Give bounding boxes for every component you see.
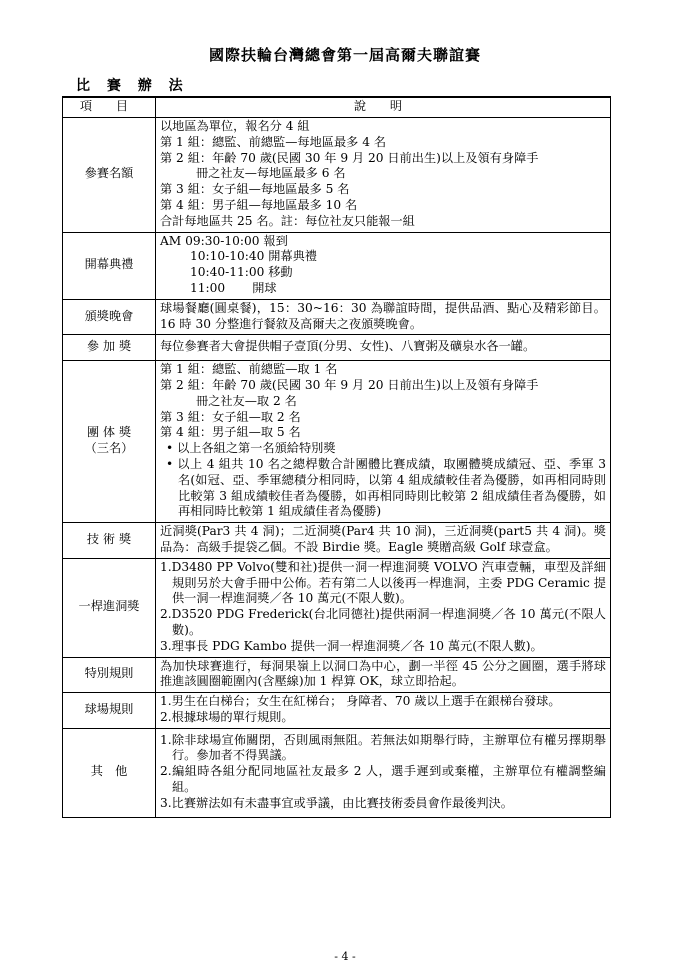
row-content: 為加快球賽進行，每洞果嶺上以洞口為中心，劃一半徑 45 公分之圓圈，選手將球推進該圓圈範圍內(含壓線)加 1 桿算 OK，球立即拾起。 [156,657,611,693]
table-row-technical [63,523,611,559]
table-row-special [63,657,611,693]
row-content: 近洞獎(Par3 共 4 洞)；二近洞獎(Par4 共 10 洞)，三近洞獎(part5 共 4 洞)。獎品為：高級手提袋乙個。不設 Birdie 獎。Eagle 獎贈高級 Golf 球壹盒。 [156,523,611,559]
row-content [156,232,611,299]
row-content [156,361,611,523]
table-row-participants [63,118,611,233]
row-label: 開幕典禮 [63,232,156,299]
numbered-item: 2.編組時各組分配同地區社友最多 2 人，選手遲到或棄權，主辦單位有權調整編組。 [160,764,606,795]
numbered-item: 2.根據球場的單行規則。 [160,709,294,724]
row-content [156,558,611,657]
bullet-item: • 以上 4 組共 10 名之總桿數合計團體比賽成績，取團體獎成績冠、亞、季軍 3 名(如冠、亞、季軍總積分相同時，以第 4 組成績較佳者為優勝，如再相同時則比較第 3 組成績較佳者為優勝，如再相同時則比較第 2 組成績佳者為優勝，如再相同時比較第 1 組成績佳者為優勝) [166,456,606,519]
bullet-item: • 以上各組之第一名頒給特別獎 [166,441,336,456]
numbered-item: 2.D3520 PDG Frederick(台北同德社)提供兩洞一桿進洞獎／各 10 萬元(不限人數)。 [160,607,606,637]
text-line: 第 2 組：年齡 70 歲(民國 30 年 9 月 20 日前出生)以上及領有身障手 [160,377,539,392]
document-title: 國際扶輪台灣總會第一屆高爾夫聯誼賽 [208,46,481,64]
table-row-dinner [63,299,611,335]
row-label: 其 他 [63,728,156,817]
numbered-item: 1.D3480 PP Volvo(雙和社)提供一洞一桿進洞獎 VOLVO 汽車壹輛，車型及詳細規則另於大會手冊中公佈。若有第二人以後再一桿進洞，主委 PDG Ceramic 提供一洞一桿進洞獎／各 10 萬元(不限人數)。 [160,559,606,606]
header-item: 項 目 [63,97,156,118]
row-label: 球場規則 [63,693,156,729]
row-label: 參 加 獎 [63,335,156,361]
text-line: 冊之社友—取 2 名 [196,393,297,408]
row-label: 頒獎晚會 [63,299,156,335]
numbered-item: 3.比賽辦法如有未盡事宜或爭議，由比賽技術委員會作最後判決。 [160,795,513,810]
row-label: 團 体 獎 （三名） [63,361,156,523]
schedule-item: 10:40-11:00 移動 [190,265,293,280]
table-header-row [63,97,611,118]
row-content [156,118,611,233]
text-line: 第 4 組：男子組—取 5 名 [160,425,301,440]
row-content [156,728,611,817]
table-row-course [63,693,611,729]
table-row-participation [63,335,611,361]
table-row-hole-in-one [63,558,611,657]
row-label: 一桿進洞獎 [63,558,156,657]
text-line: 第 1 組：總監、前總監—取 1 名 [160,362,338,377]
numbered-item: 1.男生在白梯台；女生在紅梯台； 身障者、70 歲以上選手在銀梯台發球。 [160,694,561,709]
row-content [156,693,611,729]
numbered-item: 1.除非球場宣佈關閉，否則風雨無阻。若無法如期舉行時，主辦單位有權另擇期舉行。參加者不得異議。 [160,732,606,763]
row-label: 技 術 獎 [63,523,156,559]
text-line: 冊之社友—每地區最多 6 名 [196,166,346,181]
table-row-other [63,728,611,817]
numbered-item: 3.理事長 PDG Kambo 提供一洞一桿進洞獎／各 10 萬元(不限人數)。 [160,638,543,653]
table-row-opening [63,232,611,299]
text-line: 以地區為單位，報名分 4 組 [160,119,310,133]
rules-table [62,96,611,818]
text-line: 第 1 組：總監、前總監—每地區最多 4 名 [160,134,387,149]
schedule-item: 10:10-10:40 開幕典禮 [190,249,317,264]
row-content: 每位參賽者大會提供帽子壹頂(分男、女性)、八寶粥及礦泉水各一罐。 [156,335,611,361]
text-line: 合計每地區共 25 名。註：每位社友只能報一組 [160,213,415,228]
schedule-item: 11:00 開球 [190,280,277,295]
row-content: 球場餐廳(圓桌餐)，15：30~16：30 為聯誼時間，提供品酒、點心及精彩節目。16 時 30 分整進行餐敘及高爾夫之夜頒獎晚會。 [156,299,611,335]
row-label: 特別規則 [63,657,156,693]
text-line: 第 3 組：女子組—取 2 名 [160,409,301,424]
text-line: 第 2 組：年齡 70 歲(民國 30 年 9 月 20 日前出生)以上及領有身障手 [160,150,539,165]
text-line: 第 3 組：女子組—每地區最多 5 名 [160,182,350,197]
section-heading: 比 賽 辦 法 [76,78,189,94]
row-label: 參賽名額 [63,118,156,233]
schedule-item: AM 09:30-10:00 報到 [160,233,288,248]
header-description: 說 明 [156,97,611,118]
text-line: 第 4 組：男子組—每地區最多 10 名 [160,197,358,212]
page-number: - 4 - [334,950,356,963]
table-row-team [63,361,611,523]
